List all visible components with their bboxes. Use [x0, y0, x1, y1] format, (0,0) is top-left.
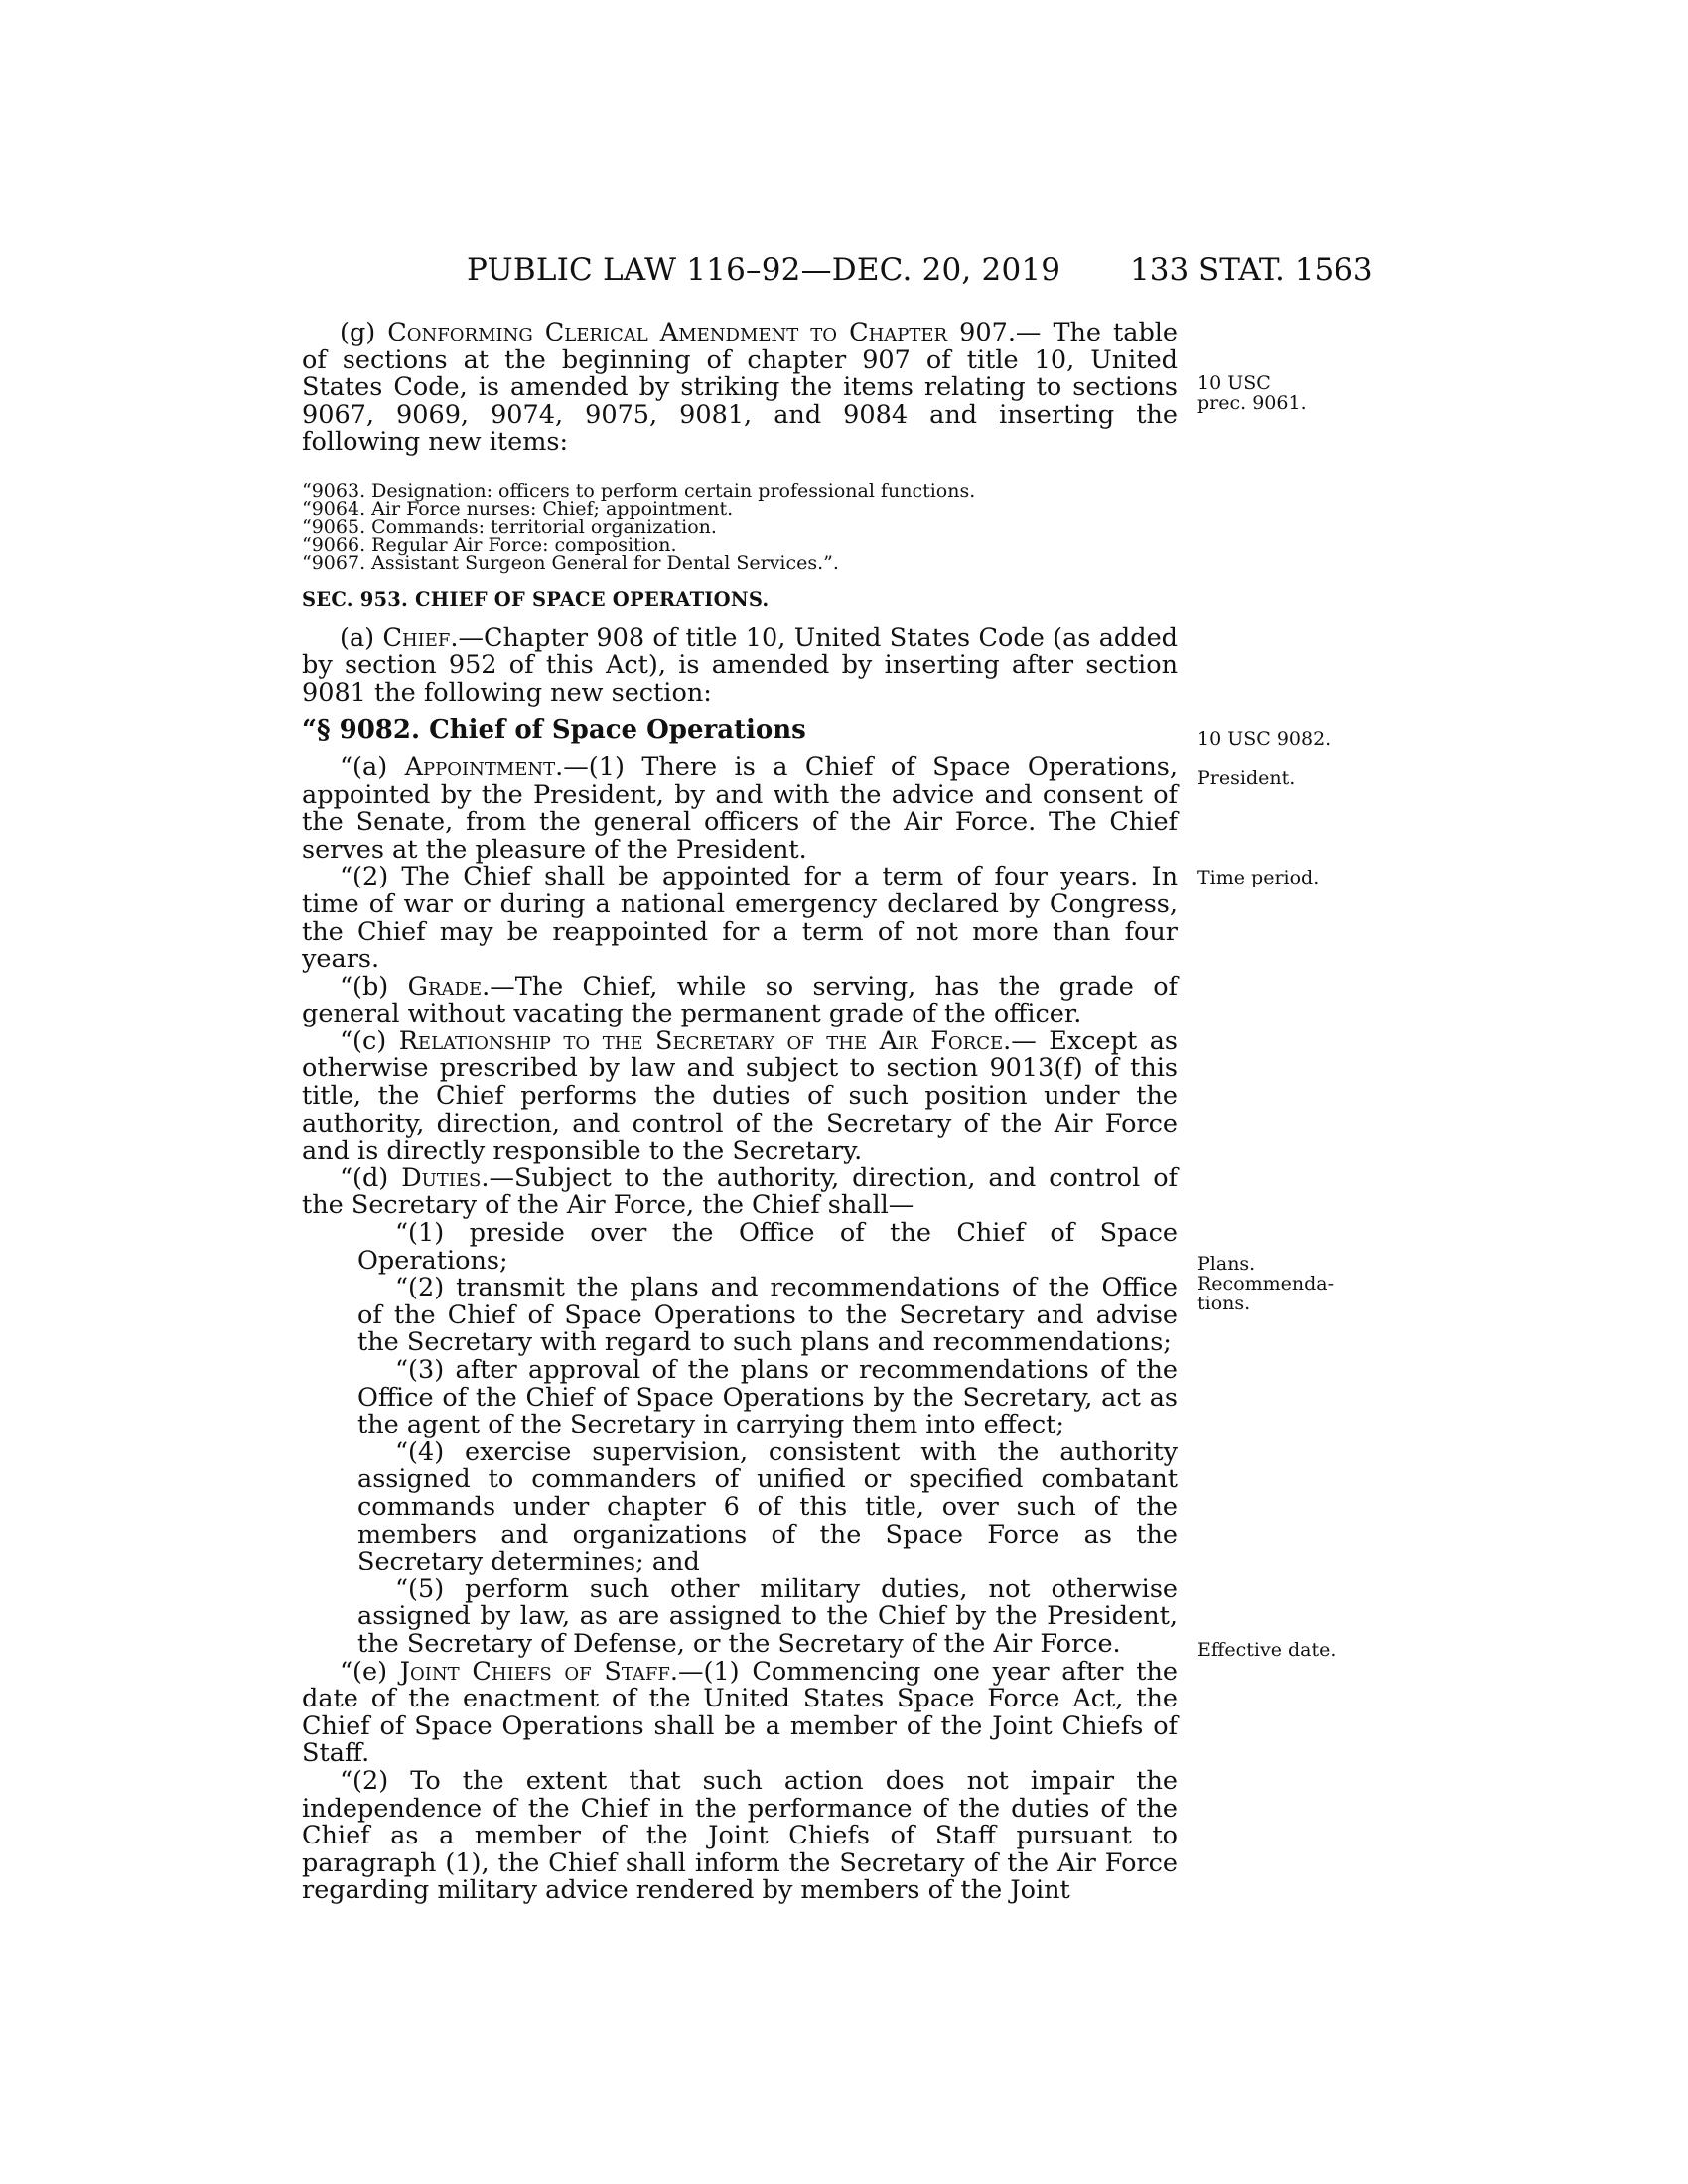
margin-note-line: prec. 9061.: [1197, 392, 1307, 414]
toc-item: “9065. Commands: territorial organization.: [302, 515, 717, 538]
subsection-heading: Duties: [401, 1162, 482, 1193]
paragraph-joint-chiefs-2: “(2) To the extent that such action does not impair the independence of the Chief in the performance of the duties of the Chief as a member of the Joint Chiefs of Staff pursuant to paragraph (1), the Chief shall inform the Secretary of the Air Force regarding military advice rendered by members of the Joint: [302, 1765, 1178, 1906]
duty-item-3: “(3) after approval of the plans or recommendations of the Office of the Chief of Space Operations by the Secretary, act as the agent of the Secretary in carrying them into effect;: [357, 1355, 1178, 1440]
subsection-heading: Chief: [382, 622, 451, 653]
paragraph-appointment-2: “(2) The Chief shall be appointed for a term of four years. In time of war or during a national emergency declared by Congress, the Chief may be reappointed for a term of not more than four years.: [302, 862, 1178, 975]
duty-item-1: “(1) preside over the Office of the Chief of Space Operations;: [357, 1218, 1178, 1276]
toc-item: “9063. Designation: officers to perform certain professional functions.: [302, 479, 976, 502]
margin-note-time-period: Time period.: [1197, 867, 1320, 888]
paragraph-relationship: “(c) Relationship to the Secretary of the Air Force.— Except as otherwise prescribed by law and subject to section 9013(f) of this title, the Chief performs the duties of such position under the authority, direction, and control of the Secretary of the Air Force and is directly responsible to the Secretary.: [302, 1025, 1178, 1166]
subsection-heading: Appointment: [404, 751, 556, 782]
toc-item: “9067. Assistant Surgeon General for Dental Services.”.: [302, 551, 839, 574]
paragraph-joint-chiefs: “(e) Joint Chiefs of Staff.—(1) Commencing one year after the date of the enactment of the United States Space Force Act, the Chief of Space Operations shall be a member of the Joint Chiefs of Staff.: [302, 1656, 1178, 1769]
margin-note-line: 10 USC: [1197, 372, 1271, 394]
subsection-heading: Relationship to the Secretary of the Air Force: [398, 1025, 1004, 1056]
margin-note-line: Recommenda-: [1197, 1273, 1335, 1295]
duty-item-5: “(5) perform such other military duties, not otherwise assigned by law, as are assigned to the Chief by the President, the Secretary of Defense, or the Secretary of the Air Force.: [357, 1573, 1178, 1659]
subsection-heading: Conforming Clerical Amendment to Chapter 907: [387, 318, 1008, 347]
margin-note-line: tions.: [1197, 1293, 1251, 1314]
subsection-heading: Grade: [407, 971, 483, 1002]
inserted-section-title: “§ 9082. Chief of Space Operations: [302, 715, 806, 746]
paragraph-appointment: “(a) Appointment.—(1) There is a Chief of Space Operations, appointed by the President, by and with the advice and consent of the Senate, from the general officers of the Air Force. The Chief serves at the pleasure of the President.: [302, 751, 1179, 865]
main-text-column: [302, 320, 1178, 1905]
duty-item-2: “(2) transmit the plans and recommendations of the Office of the Chief of Space Operations to the Secretary and advise the Secretary with regard to such plans and recommendations;: [357, 1273, 1178, 1358]
paragraph-g: (g) Conforming Clerical Amendment to Chapter 907.— The table of sections at the beginning of chapter 907 of title 10, United States Code, is amended by striking the items relating to sections 9067, 9069, 9074, 9075, 9081, and 9084 and inserting the following new items:: [302, 318, 1179, 458]
margin-note-usc-9082: 10 USC 9082.: [1197, 728, 1332, 750]
margin-note-line: Plans.: [1197, 1253, 1256, 1275]
toc-item: “9064. Air Force nurses: Chief; appointment.: [302, 497, 734, 520]
table-of-sections-items: [302, 479, 1178, 574]
margin-note-effective-date: Effective date.: [1197, 1639, 1336, 1661]
margin-note-plans: [1197, 1254, 1336, 1313]
subsection-heading: Joint Chiefs of Staff: [399, 1656, 670, 1687]
running-header-title: PUBLIC LAW 116–92—DEC. 20, 2019: [467, 252, 1061, 288]
margin-note-usc-prec: [1197, 373, 1336, 413]
paragraph-a: (a) Chief.—Chapter 908 of title 10, United States Code (as added by section 952 of this Act), is amended by inserting after section 9081 the following new section:: [302, 622, 1178, 708]
duty-item-4: “(4) exercise supervision, consistent with the authority assigned to commanders of unified or specified combatant commands under chapter 6 of this title, over such of the members and organizations of the Space Force as the Secretary determines; and: [357, 1436, 1178, 1577]
running-header-stat-page: 133 STAT. 1563: [1130, 252, 1373, 288]
paragraph-grade: “(b) Grade.—The Chief, while so serving, has the grade of general without vacating the permanent grade of the officer.: [302, 971, 1178, 1029]
toc-item: “9066. Regular Air Force: composition.: [302, 533, 677, 556]
paragraph-duties: “(d) Duties.—Subject to the authority, direction, and control of the Secretary of the Air Force, the Chief shall—: [302, 1162, 1178, 1221]
section-heading: SEC. 953. CHIEF OF SPACE OPERATIONS.: [302, 587, 770, 611]
margin-note-president: President.: [1197, 767, 1296, 789]
